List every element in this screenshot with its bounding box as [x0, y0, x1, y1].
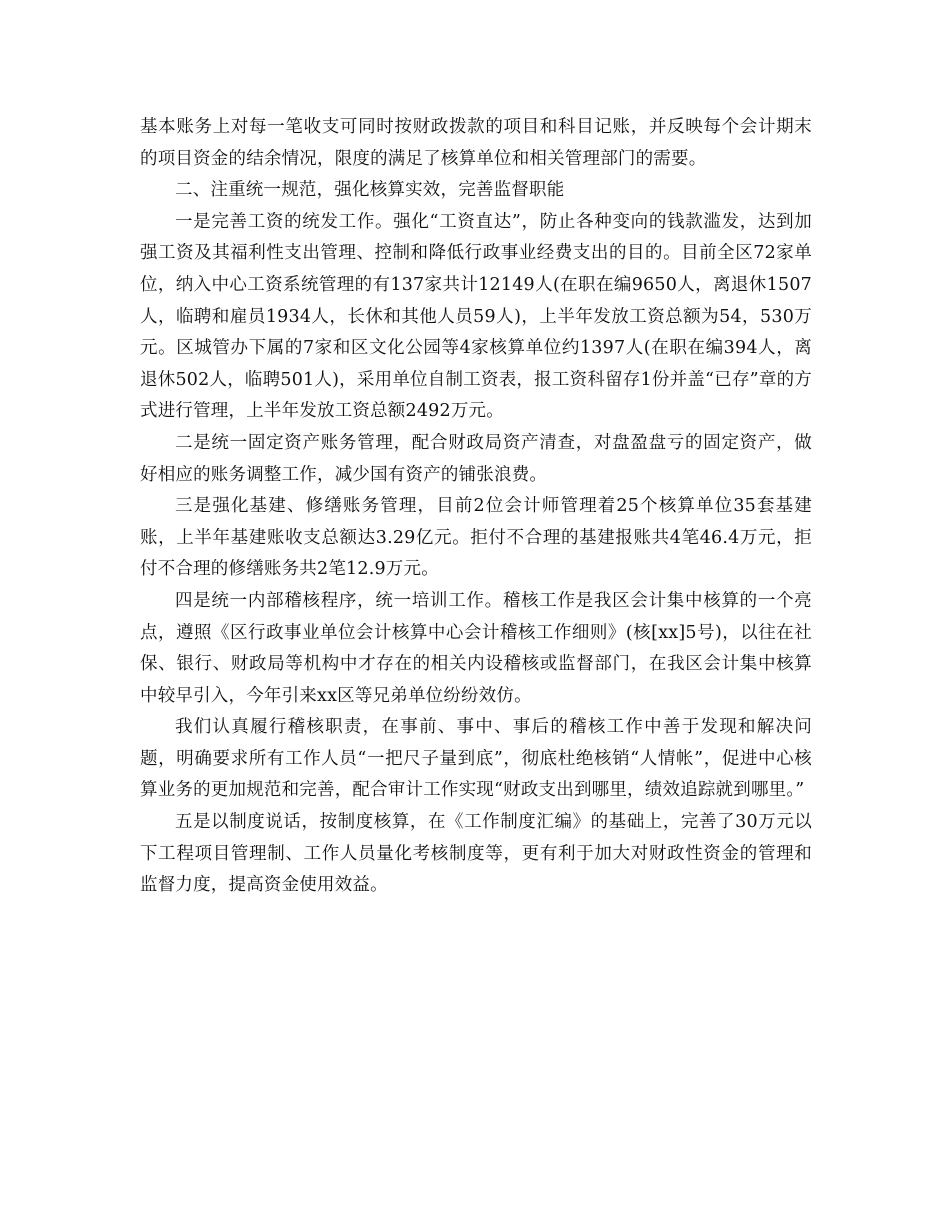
paragraph-1: 基本账务上对每一笔收支可同时按财政拨款的项目和科目记账，并反映每个会计期末的项目资金的结余情况，限度的满足了核算单位和相关管理部门的需要。 — [140, 117, 812, 169]
paragraph-7: 我们认真履行稽核职责，在事前、事中、事后的稽核工作中善于发现和解决问题，明确要求所有工作人员“一把尺子量到底”，彻底杜绝核销“人情帐”，促进中心核算业务的更加规范和完善，配合审计工作实现“财政支出到哪里，绩效追踪就到哪里。” — [140, 717, 812, 801]
paragraph-4: 二是统一固定资产账务管理，配合财政局资产清查，对盘盈盘亏的固定资产，做好相应的账务调整工作，减少国有资产的铺张浪费。 — [140, 432, 812, 485]
document-body — [140, 112, 812, 902]
paragraph-3: 一是完善工资的统发工作。强化“工资直达”，防止各种变向的钱款滥发，达到加强工资及其福利性支出管理、控制和降低行政事业经费支出的目的。目前全区72家单位，纳入中心工资系统管理的有137家共计12149人(在职在编9650人，离退休1507人，临聘和雇员1934人，长休和其他人员59人)，上半年发放工资总额为54，530万元。区城管办下属的7家和区文化公园等4家核算单位约1397人(在职在编394人，离退休502人，临聘501人)，采用单位自制工资表，报工资科留存1份并盖“已存”章的方式进行管理，上半年发放工资总额2492万元。 — [140, 211, 812, 422]
paragraph-8: 五是以制度说话，按制度核算，在《工作制度汇编》的基础上，完善了30万元以下工程项目管理制、工作人员量化考核制度等，更有利于加大对财政性资金的管理和监督力度，提高资金使用效益。 — [140, 812, 812, 896]
paragraph-5: 三是强化基建、修缮账务管理，目前2位会计师管理着25个核算单位35套基建账，上半年基建账收支总额达3.29亿元。拒付不合理的基建报账共4笔46.4万元，拒付不合理的修缮账务共2笔12.9万元。 — [140, 496, 812, 580]
paragraph-6: 四是统一内部稽核程序，统一培训工作。稽核工作是我区会计集中核算的一个亮点，遵照《区行政事业单位会计核算中心会计稽核工作细则》(核[xx]5号)，以往在社保、银行、财政局等机构中才存在的相关内设稽核或监督部门，在我区会计集中核算中较早引入，今年引来xx区等兄弟单位纷纷效仿。 — [140, 590, 812, 706]
section-heading: 二、注重统一规范，强化核算实效，完善监督职能 — [175, 180, 565, 201]
